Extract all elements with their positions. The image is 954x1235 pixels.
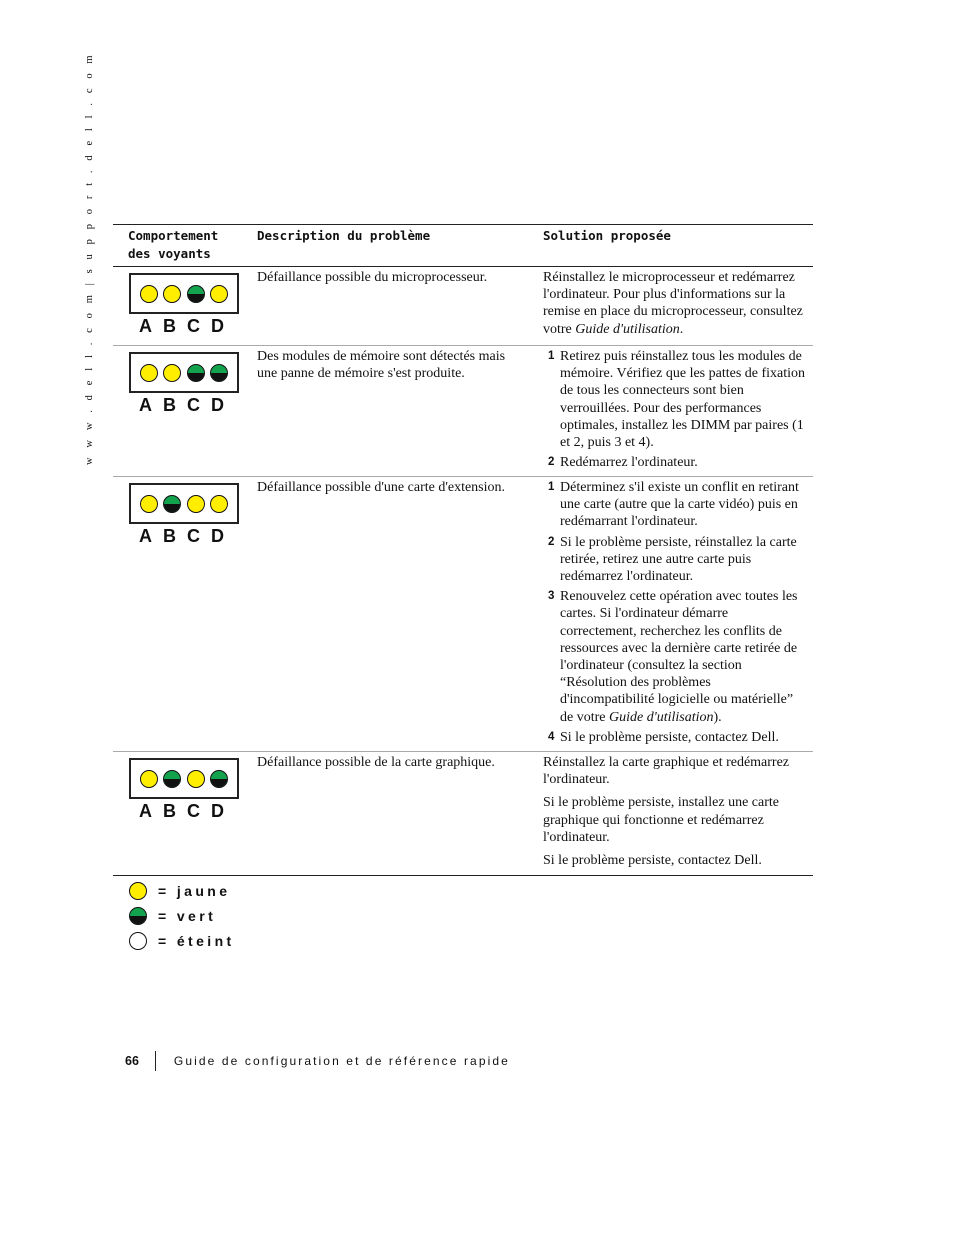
table-row xyxy=(113,477,813,752)
solution-step xyxy=(543,454,807,471)
step-text-end: ). xyxy=(713,709,722,725)
led-pattern-cell xyxy=(113,346,257,476)
solution-text-part: Réinstallez le microprocesseur et redémarrez l'ordinateur. Pour plus d'informations sur la remise en place du microprocesseur, consultez votre xyxy=(543,270,803,337)
solution-step xyxy=(543,348,807,451)
led-d-icon xyxy=(210,285,228,303)
legend-label: = jaune xyxy=(158,882,231,899)
legend-item xyxy=(129,878,235,903)
diagnostic-led-panel xyxy=(129,758,239,799)
legend-label: = éteint xyxy=(158,932,235,949)
solution-step xyxy=(543,729,807,746)
footer-title: Guide de configuration et de référence rapide xyxy=(173,1054,510,1068)
problem-description: Défaillance possible du microprocesseur. xyxy=(257,270,488,285)
led-letter-b: B xyxy=(163,526,176,546)
table-row xyxy=(113,267,813,346)
led-b-icon xyxy=(163,364,181,382)
led-a-icon xyxy=(140,364,158,382)
led-c-icon xyxy=(187,770,205,788)
table-row xyxy=(113,752,813,875)
led-letter-c: C xyxy=(187,395,200,415)
led-pattern-cell xyxy=(113,267,257,345)
led-c-icon xyxy=(187,495,205,513)
solution-steps xyxy=(543,348,807,471)
led-letter-a: A xyxy=(139,801,152,821)
led-b-icon xyxy=(163,495,181,513)
led-c-icon xyxy=(187,364,205,382)
problem-description: Défaillance possible de la carte graphique. xyxy=(257,755,495,770)
led-a-icon xyxy=(140,285,158,303)
off-led-icon xyxy=(129,932,147,950)
led-d-icon xyxy=(210,364,228,382)
led-letter-b: B xyxy=(163,316,176,336)
problem-description: Défaillance possible d'une carte d'extension. xyxy=(257,480,506,495)
led-b-icon xyxy=(163,285,181,303)
legend-item xyxy=(129,903,235,928)
solution-paragraph: Réinstallez la carte graphique et redémarrez l'ordinateur. xyxy=(543,755,790,788)
led-letter-d: D xyxy=(211,801,224,821)
table-row xyxy=(113,346,813,477)
led-letter-b: B xyxy=(163,801,176,821)
solution-paragraph: Si le problème persiste, contactez Dell. xyxy=(543,853,762,869)
legend-label: = vert xyxy=(158,907,217,924)
led-letters xyxy=(139,801,257,822)
header-led-behavior: Comportement des voyants xyxy=(128,228,219,261)
step-text: Redémarrez l'ordinateur. xyxy=(560,455,698,471)
step-text: Déterminez s'il existe un conflit en retirant une carte (autre que la carte vidéo) puis en redémarrant l'ordinateur. xyxy=(560,480,799,530)
step-number: 2 xyxy=(548,456,555,469)
yellow-led-icon xyxy=(129,882,147,900)
solution-paragraphs xyxy=(543,752,813,875)
step-number: 4 xyxy=(548,730,555,743)
led-a-icon xyxy=(140,495,158,513)
step-text: Si le problème persiste, contactez Dell. xyxy=(560,729,779,745)
solution-step xyxy=(543,588,807,726)
led-letter-a: A xyxy=(139,526,152,546)
led-pattern-cell xyxy=(113,752,257,875)
led-legend xyxy=(129,878,235,953)
step-number: 1 xyxy=(548,481,555,493)
led-diagnostic-table xyxy=(113,224,813,876)
problem-description: Des modules de mémoire sont détectés mais une panne de mémoire s'est produite. xyxy=(257,349,506,382)
solution-text xyxy=(543,267,813,345)
diagnostic-led-panel xyxy=(129,273,239,314)
page-footer xyxy=(125,1050,510,1072)
solution-step xyxy=(543,479,807,531)
header-proposed-solution: Solution proposée xyxy=(543,228,671,243)
led-letter-a: A xyxy=(139,395,152,415)
led-letter-d: D xyxy=(211,395,224,415)
step-number: 2 xyxy=(548,535,555,548)
step-text: Retirez puis réinstallez tous les modules de mémoire. Vérifiez que les pattes de fixation de tous les connecteurs sont bien verrouillées. Pour des performances optimales, installez les DIMM par paires (1 et 2, puis 3 et 4). xyxy=(560,349,806,451)
led-pattern-cell xyxy=(113,477,257,751)
step-text: Renouvelez cette opération avec toutes les cartes. Si l'ordinateur démarre correctement, recherchez les conflits de ressources avec la dernière carte retirée de l'ordinateur (consultez la section “Résolution des problèmes d'incompatibilité logicielle ou matérielle” de votre xyxy=(560,589,798,725)
led-c-icon xyxy=(187,285,205,303)
guide-reference: Guide d'utilisation xyxy=(575,321,680,337)
led-b-icon xyxy=(163,770,181,788)
led-a-icon xyxy=(140,770,158,788)
led-letter-c: C xyxy=(187,316,200,336)
led-letters xyxy=(139,526,257,547)
side-url: w w w . d e l l . c o m | s u p p o r t . d e l l . c o m xyxy=(84,51,95,465)
guide-reference: Guide d'utilisation xyxy=(608,709,714,725)
led-letter-b: B xyxy=(163,395,176,415)
led-letter-d: D xyxy=(211,526,224,546)
step-text: Si le problème persiste, réinstallez la carte retirée, retirez une autre carte puis redémarrez l'ordinateur. xyxy=(560,534,797,585)
led-letter-a: A xyxy=(139,316,152,336)
led-d-icon xyxy=(210,770,228,788)
step-number: 1 xyxy=(548,350,555,362)
led-letters xyxy=(139,395,257,416)
led-letter-c: C xyxy=(187,526,200,546)
legend-item xyxy=(129,928,235,953)
solution-steps xyxy=(543,479,807,746)
page-number: 66 xyxy=(125,1054,139,1068)
led-letter-c: C xyxy=(187,801,200,821)
solution-step xyxy=(543,534,807,586)
led-letters xyxy=(139,316,257,337)
table-header xyxy=(113,225,813,267)
step-number: 3 xyxy=(548,590,555,603)
solution-steps-cell xyxy=(543,477,813,751)
solution-paragraph: Si le problème persiste, installez une carte graphique qui fonctionne et redémarrez l'ordinateur. xyxy=(543,795,779,845)
diagnostic-led-panel xyxy=(129,483,239,524)
led-d-icon xyxy=(210,495,228,513)
diagnostic-led-panel xyxy=(129,352,239,393)
led-letter-d: D xyxy=(211,316,224,336)
footer-divider xyxy=(155,1051,156,1071)
header-problem-description: Description du problème xyxy=(257,228,431,243)
solution-steps-cell xyxy=(543,346,813,476)
solution-text-part: . xyxy=(679,321,684,337)
green-led-icon xyxy=(129,907,147,925)
